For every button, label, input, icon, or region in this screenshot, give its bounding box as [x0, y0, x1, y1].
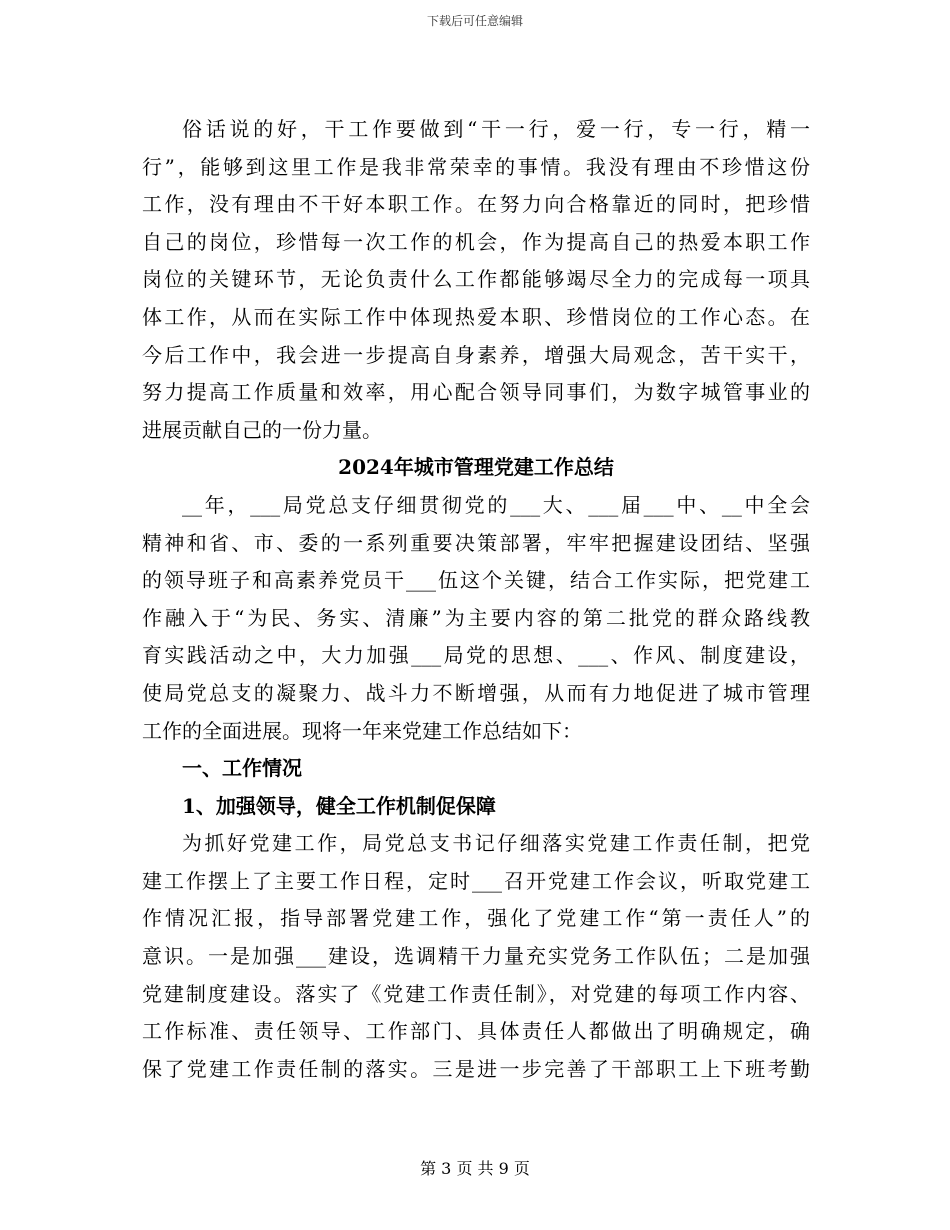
page-number: 第 3 页 共 9 页 — [420, 1159, 530, 1178]
text-line: 意识。一是加强___建设，选调精干力量充实党务工作队伍；二是加强 — [142, 944, 810, 969]
text-line: 自己的岗位，珍惜每一次工作的机会，作为提高自己的热爱本职工作 — [142, 229, 810, 254]
header-note: 下载后可任意编辑 — [426, 14, 523, 28]
text-line: 作情况汇报，指导部署党建工作，强化了党建工作“第一责任人”的 — [142, 906, 810, 931]
document-body — [142, 111, 810, 1088]
text-line: 精神和省、市、委的一系列重要决策部署，牢牢把握建设团结、坚强 — [142, 530, 810, 555]
text-line: 的领导班子和高素养党员干___伍这个关键，结合工作实际，把党建工 — [142, 568, 810, 593]
text-line: __年，___局党总支仔细贯彻党的___大、___届___中、__中全会 — [182, 492, 810, 517]
text-line: 育实践活动之中，大力加强___局党的思想、___、作风、制度建设， — [142, 643, 810, 668]
text-line: 俗话说的好，干工作要做到“干一行，爱一行，专一行，精一 — [182, 117, 810, 141]
document-title: 2024年城市管理党建工作总结 — [338, 455, 614, 480]
paragraph-closing — [142, 111, 810, 449]
text-line: 行”，能够到这里工作是我非常荣幸的事情。我没有理由不珍惜这份 — [142, 154, 810, 179]
text-line: 工作，没有理由不干好本职工作。在努力向合格靠近的同时，把珍惜 — [142, 192, 810, 217]
paragraph-intro — [142, 487, 810, 750]
text-line: 体工作，从而在实际工作中体现热爱本职、珍惜岗位的工作心态。在 — [142, 304, 810, 329]
text-line: 为抓好党建工作，局党总支书记仔细落实党建工作责任制，把党 — [182, 831, 810, 856]
text-line: 岗位的关键环节，无论负责什么工作都能够竭尽全力的完成每一项具 — [142, 267, 810, 292]
text-line: 工作的全面进展。现将一年来党建工作总结如下： — [142, 718, 582, 743]
text-line: 努力提高工作质量和效率，用心配合领导同事们，为数字城管事业的 — [142, 380, 810, 405]
text-line: 保了党建工作责任制的落实。三是进一步完善了干部职工上下班考勤 — [142, 1056, 810, 1081]
text-line: 工作标准、责任领导、工作部门、具体责任人都做出了明确规定，确 — [142, 1019, 810, 1044]
text-line: 建工作摆上了主要工作日程，定时___召开党建工作会议，听取党建工 — [142, 868, 810, 893]
subsection-heading: 1、加强领导，健全工作机制促保障 — [182, 793, 496, 818]
section-heading: 一、工作情况 — [182, 756, 302, 781]
text-line: 党建制度建设。落实了《党建工作责任制》，对党建的每项工作内容、 — [142, 981, 810, 1006]
text-line: 进展贡献自己的一份力量。 — [142, 417, 382, 442]
text-line: 使局党总支的凝聚力、战斗力不断增强，从而有力地促进了城市管理 — [142, 680, 810, 705]
text-line: 今后工作中，我会进一步提高自身素养，增强大局观念，苦干实干， — [142, 342, 810, 367]
paragraph-leadership — [142, 825, 810, 1088]
text-line: 作融入于“为民、务实、清廉”为主要内容的第二批党的群众路线教 — [142, 605, 810, 630]
